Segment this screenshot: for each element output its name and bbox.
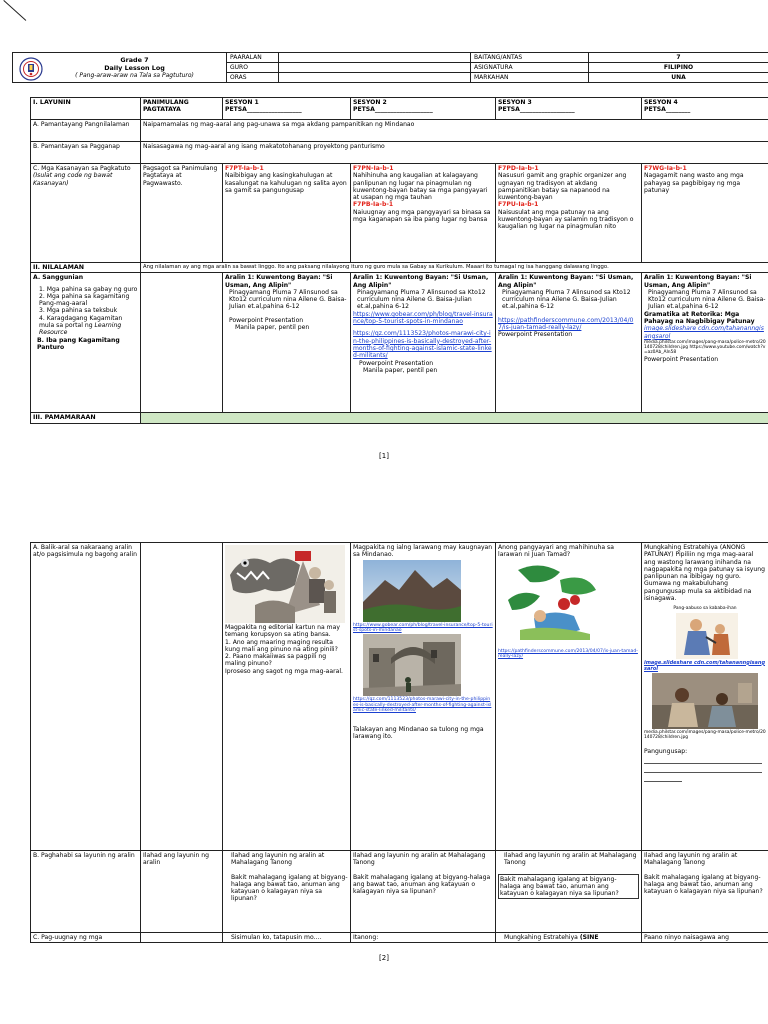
sanggunian-s3: Aralin 1: Kuwentong Bayan: "Si Usman, Ang Alipin" Pinagyamang Pluma 7 Alinsunod sa Kto12 curriculum nina Ailene G. Baisa-Julian et.al,pahina 6-12 https://pathfinderscommune.com/2013/04/07/is-juan-tamad-really-lazy/ Powerpoint Presentation xyxy=(496,273,642,413)
sanggunian-s2: Aralin 1: Kuwentong Bayan: "Si Usman, Ang Alipin" Pinagyamang Pluma 7 Alinsunod sa Kto12 curriculum nina Ailene G. Baisa-Julian et.al,pahina 6-12 https://www.gobear.com/ph/blog/travel-insurance/top-5-tourist-spots-in-mindanao https://qz.com/1113523/photos-marawi-city-in-the-philippines-is-basically-destroyed-after-months-of-fighting-against-islamic-state-linked-militants/ Powerpoint Presentation Manila paper, pentil pen xyxy=(351,273,496,413)
code-s2b: F7PB-Ia-b-1 xyxy=(353,201,394,209)
kasanayan-s3: F7PD-Ia-b-1 Nasusuri gamit ang graphic organizer ang ugnayan ng tradisyon at akdang pampanitikan batay sa napanood na kuwentong-bayan F7PU-Ia-b-1 Naisusulat ang mga patunay na ang kuwentong-bayan ay salamin ng tradisyon o kaugalian ng lugar na pinagmulan nito xyxy=(496,164,642,263)
juan-tamad-link[interactable]: https://pathfinderscommune.com/2013/04/07/is-juan-tamad-really-lazy/ xyxy=(498,648,638,659)
balik-aral-s1-text: Magpakita ng editorial kartun na may temang korupsyon sa ating bansa. 1. Ano ang maaring maging resulta kung mali ang pinuno na ating pinili? 2. Paano makaiiwas sa pagpili ng maling pinuno? Iproseso ang sagot ng mga mag-aaral. xyxy=(225,624,343,675)
mountain-photo xyxy=(363,560,461,622)
pagganap-label: B. Pamantayan sa Pagganap xyxy=(31,142,141,164)
sanggunian-pre xyxy=(141,273,223,413)
sanggunian-s4: Aralin 1: Kuwentong Bayan: "Si Usman, Ang Alipin" Pinagyamang Pluma 7 Alinsunod sa Kto12 curriculum nina Ailene G. Baisa-Julian et.al,pahina 6-12 Gramatika at Retorika: Mga Pahayag na Nagbibigay Patunay image.slideshare cdn.com/tahananngisangsarol media.philstar.com/images/pang-masa/police-metro/20140728/children.jpg https://www.youtube.com/watch?v=az0Ab_AIn58 Powerpoint Presentation xyxy=(642,273,768,413)
pamantayang-text: Naipamamalas ng mag-aaral ang pag-unawa sa mga akdang pampanitikan ng Mindanao xyxy=(141,120,768,142)
gramatika-title: Gramatika at Retorika: Mga Pahayag na Nagbibigay Patunay xyxy=(644,310,755,326)
balik-aral-s2: Magpakita ng ialng larawang may kaugnayan sa Mindanao. https://www.gobear.com/ph/blog/travel-insurance/top-5-tourist-spots-in-mindanao https://qz.com/1113523/photos-marawi-city-in-the-philippines-is-basically-destroyed-after-months-of-fighting-against-islamic-state-linked-militants/ Talakayan ang Mindanao sa tulong ng mga larawang ito. xyxy=(351,543,496,851)
baitang-label: BAITANG/ANTAS xyxy=(471,53,589,63)
nilalaman-label: II. NILALAMAN xyxy=(31,263,141,273)
slideshare-image-link[interactable]: image.slideshare cdn.com/tahananngisangsarol xyxy=(644,659,766,672)
qz-link[interactable]: https://qz.com/1113523/photos-marawi-city-in-the-philippines-is-basically-destroyed-after-months-of-fighting-against-islamic-state-linked-militants/ xyxy=(353,330,492,360)
corner-mark xyxy=(3,0,26,21)
layunin-header: I. LAYUNIN xyxy=(31,98,141,120)
markahan-label: MARKAHAN xyxy=(471,73,589,83)
paghahabi-s2: Ilahad ang layunin ng aralin at Mahalagang Tanong Bakit mahalagang igalang at bigyang-halaga ang bawat tao, anuman ang katayuan o kalagayan niya sa lipunan? xyxy=(351,851,496,933)
code-s3b: F7PU-Ia-b-1 xyxy=(498,201,539,209)
page-1 xyxy=(0,0,768,468)
pag-uugnay-pre xyxy=(141,933,223,943)
sanggunian-s1: Aralin 1: Kuwentong Bayan: "Si Usman, Ang Alipin" Pinagyamang Pluma 7 Alinsunod sa Kto12 curriculum nina Ailene G. Baisa-Julian et.al,pahina 6-12 Powerpoint Presentation Manila paper, pentil pen xyxy=(223,273,351,413)
code-s1: F7PT-Ia-b-1 xyxy=(225,165,264,172)
markahan-value: UNA xyxy=(589,73,768,83)
log-title: Daily Lesson Log xyxy=(104,63,165,72)
pag-uugnay-s3: Mungkahing Estratehiya (SINE xyxy=(496,933,642,943)
editorial-cartoon-image xyxy=(225,545,345,623)
grade-label: Grade 7 xyxy=(120,55,149,64)
session-1-header: SESYON 1 PETSA__________________ xyxy=(223,98,351,120)
paaralan-label: PAARALAN xyxy=(227,53,279,63)
philstar-youtube-ref: media.philstar.com/images/pang-masa/police-metro/20140728/children.jpg https://www.youtube.com/watch?v=az0Ab_AIn58 xyxy=(644,339,766,356)
pag-uugnay-s2: Itanong: xyxy=(351,933,496,943)
oras-value[interactable] xyxy=(279,73,471,83)
asignatura-value: FILIPINO xyxy=(589,63,768,73)
guro-value[interactable] xyxy=(279,63,471,73)
juan-tamad-image xyxy=(500,560,604,648)
header-table xyxy=(12,52,768,83)
slideshare-link[interactable]: image.slideshare cdn.com/tahananngisangsarol xyxy=(644,325,764,340)
paghahabi-label: B. Paghahabi sa layunin ng aralin xyxy=(31,851,141,933)
kasanayan-s4: F7WG-Ia-b-1 Nagagamit nang wasto ang mga pahayag sa pagbibigay ng mga patunay xyxy=(642,164,768,263)
session-3-header: SESYON 3 PETSA__________________ xyxy=(496,98,642,120)
balik-aral-label: A. Balik-aral sa nakaraang aralin at/o pagsisimula ng bagong aralin xyxy=(31,543,141,851)
pretest-header: PANIMULANG PAGTATAYA xyxy=(141,98,223,120)
gobear-link[interactable]: https://www.gobear.com/ph/blog/travel-insurance/top-5-tourist-spots-in-mindanao xyxy=(353,310,493,326)
code-s3: F7PD-Ia-b-1 xyxy=(498,165,539,172)
header-title-cell xyxy=(13,53,227,83)
pagganap-text: Naisasagawa ng mag-aaral ang isang makatotohanang proyektong panturismo xyxy=(141,142,768,164)
baitang-value: 7 xyxy=(589,53,768,63)
guro-label: GURO xyxy=(227,63,279,73)
log-subtitle: ( Pang-araw-araw na Tala sa Pagtuturo) xyxy=(75,71,194,79)
qz-photo-link[interactable]: https://qz.com/1113523/photos-marawi-city-in-the-philippines-is-basically-destroyed-after-months-of-fighting-against-islamic-state-linked-militants/ xyxy=(353,697,492,714)
code-s2: F7PN-Ia-b-1 xyxy=(353,165,394,172)
pamamaraan-label: III. PAMAMARAAN xyxy=(31,413,141,423)
sanggunian-cell: A. Sanggunian 1. Mga pahina sa gabay ng guro 2. Mga pahina sa kagamitang Pang-mag-aaral 3. Mga pahina sa teksbuk 4. Karagdagang Kagamitan mula sa portal ng Learning Resource B. Iba pang Kagamitang Panturo xyxy=(31,273,141,413)
iba-pang-label: B. Iba pang Kagamitang Panturo xyxy=(37,336,120,351)
kasanayan-note: (Isulat ang code ng bawat Kasanayan) xyxy=(33,172,113,187)
pathfinder-link[interactable]: https://pathfinderscommune.com/2013/04/07/is-juan-tamad-really-lazy/ xyxy=(498,316,634,332)
session-2-header: SESYON 2 PETSA___________________ xyxy=(351,98,496,120)
page-2 xyxy=(0,520,768,1024)
balik-aral-s1 xyxy=(223,543,351,851)
gobear-photo-link[interactable]: https://www.gobear.com/ph/blog/travel-insurance/top-5-tourist-spots-in-mindanao xyxy=(353,622,493,633)
pag-uugnay-s1: Sisimulan ko, tatapusin mo…. xyxy=(223,933,351,943)
kasanayan-s2: F7PN-Ia-b-1 Nahihinuha ang kaugalian at kalagayang panlipunan ng lugar na pinagmulan ng kuwentong-bayan batay sa mga pangyayari at usapan ng mga tauhan F7PB-Ia-b-1 Naiuugnay ang mga pangyayari sa binasa sa mga kaganapan sa iba pang lugar ng bansa xyxy=(351,164,496,263)
balik-aral-s4: Mungkahing Estratehiya (ANONG PATUNAY) Pipiliin ng mga mag-aaral ang wastong larawang inihanda na nagpapakita ng mga patunay sa isyung panlipunan na ibibigay ng guro. Gumawa ng makabuluhang pangungusap mula sa aktibidad na isinagawa. Pang-aabuso sa kababa-ihan image.slideshare cdn.com/tahananngisangsarol media.philstar.com/images/pang-masa/police-metro/20140728/children.jpg Pangungusap: xyxy=(642,543,768,851)
nilalaman-text: Ang nilalaman ay ang mga aralin sa bawat linggo. Ito ang paksang nilalayong ituro ng guro mula sa Gabay sa Kurikulum. Maaari ito tumagal ng isa hanggang dalawang linggo. xyxy=(141,263,768,273)
asignatura-label: ASIGNATURA xyxy=(471,63,589,73)
paghahabi-s3: Ilahad ang layunin ng aralin at Mahalagang Tanong Bakit mahalagang igalang at bigyang-halaga ang bawat tao, anuman ang katayuan o kalagayan niya sa lipunan? xyxy=(496,851,642,933)
lesson-table-2 xyxy=(30,542,768,943)
marawi-ruins-photo xyxy=(363,634,461,696)
pag-uugnay-s4: Paano ninyo naisagawa ang xyxy=(642,933,768,943)
kasanayan-s1: F7PT-Ia-b-1 Naibibigay ang kasingkahulugan at kasalungat na kahulugan ng salita ayon sa gamit sa pangungusap xyxy=(223,164,351,263)
code-s4: F7WG-Ia-b-1 xyxy=(644,165,687,172)
page-number-1: [1] xyxy=(379,452,389,460)
lesson-table-1 xyxy=(30,97,768,424)
oras-label: ORAS xyxy=(227,73,279,83)
pamamaraan-bar xyxy=(141,413,768,423)
paaralan-value[interactable] xyxy=(279,53,471,63)
kasanayan-label: C. Mga Kasanayan sa Pagkatuto (Isulat ang code ng bawat Kasanayan) xyxy=(31,164,141,263)
pag-uugnay-label: C. Pag-uugnay ng mga xyxy=(31,933,141,943)
paghahabi-s4: Ilahad ang layunin ng aralin at Mahalagang Tanong Bakit mahalagang igalang at bigyang-halaga ang bawat tao, anuman ang katayuan o kalagayan niya sa lipunan? xyxy=(642,851,768,933)
philstar-ref: media.philstar.com/images/pang-masa/police-metro/20140728/children.jpg xyxy=(644,729,766,740)
balik-aral-pre xyxy=(141,543,223,851)
balik-aral-s3: Anong pangyayari ang mahihinuha sa larawan ni Juan Tamad? https://pathfinderscommune.com/2013/04/07/is-juan-tamad-really-lazy/ xyxy=(496,543,642,851)
kasanayan-pre: Pagsagot sa Panimulang Pagtataya at Pagwawasto. xyxy=(141,164,223,263)
page-number-2: [2] xyxy=(379,954,389,962)
pamantayang-label: A. Pamantayang Pangnilalaman xyxy=(31,120,141,142)
paghahabi-pre: Ilahad ang layunin ng aralin xyxy=(141,851,223,933)
paghahabi-s1: Ilahad ang layunin ng aralin at Mahalagang Tanong Bakit mahalagang igalang at bigyang-halaga ang bawat tao, anuman ang katayuan o kalagayan niya sa lipunan? xyxy=(223,851,351,933)
children-photo xyxy=(652,673,758,729)
abuso-caption: Pang-aabuso sa kababa-ihan xyxy=(673,606,737,612)
session-4-header: SESYON 4 PETSA________ xyxy=(642,98,768,120)
deped-seal-icon xyxy=(19,57,43,81)
abuse-cartoon-image xyxy=(676,613,738,659)
